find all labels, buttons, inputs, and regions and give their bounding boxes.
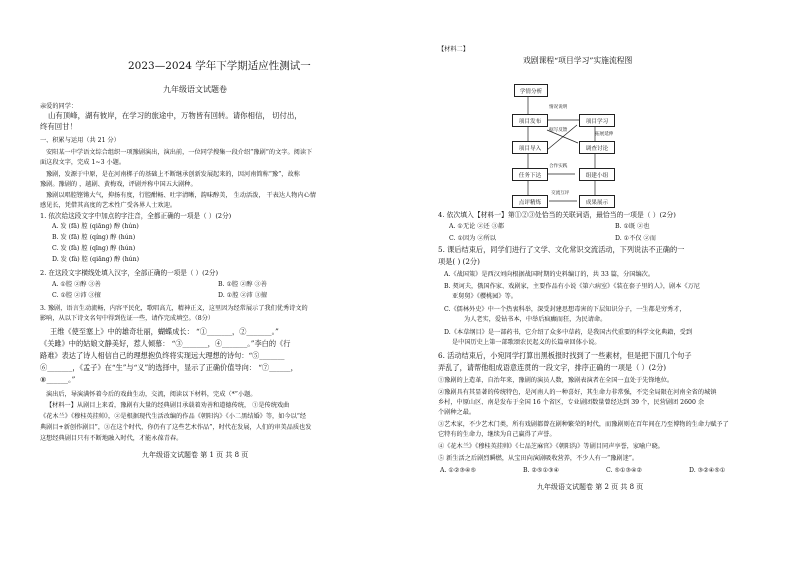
q4-option-a: A. ①无论 ②还 ③都 — [449, 223, 505, 230]
question-6-cont: 弄乱了，请帮他组成语意连贯的一段文字，排序正确的一项是（ ）(2分) — [438, 363, 667, 372]
question-4: 4. 依次填入【材料一】第①②③处恰当的关联词语，最恰当的一项是（ ）(2分) — [438, 211, 676, 219]
flow-node-task: 任务下达 — [512, 168, 548, 181]
flow-label-cooperate: 合作实践 — [549, 164, 568, 169]
q6-sentence-cont: 乡村，中原山区、南是发布于全国 16 个省区，专业剧团数量曾经达到 39 个，民营剧团 2600 余 — [438, 399, 705, 406]
flow-node-evaluate: 点评精炼 — [512, 195, 548, 208]
question-3: 3. 豫剧，语言生动流畅，内容平民化，歌唱高亢，精神正义，这里因为经常展示了我们优秀诗文的 — [40, 305, 308, 312]
q6-sentence: ④《花木兰》《穆桂英挂帅》《七品芝麻官》《朝阳沟》等剧目同声享誉，家喻户晓。 — [438, 443, 664, 450]
q5-option-d-cont: 是中国历史上第一部歌颂农民起义的长篇章回体小说。 — [452, 339, 601, 346]
material-1-line: 这想经典剧目只有不断地融入时代，才能永葆青春。 — [40, 435, 183, 442]
q5-option-a: A.《战国策》是西汉刘向根据战国时期的史料编订的，共 33 篇，分国编次。 — [444, 271, 655, 278]
material-intro: 演出后，导演满怀着今后的戏曲生动，交流，阅读以下材料，完成（*”小题。 — [46, 391, 257, 398]
material-1-line: 典剧目+新创作剧目”，③在这个时代，你仍有了这些艺术作品”，时代在发展，人们的审美品质也发 — [40, 424, 312, 431]
flow-label-exchange: 交流互评 — [551, 191, 570, 196]
flow-node-release: 项目发布 — [512, 114, 548, 127]
passage-line: 安阳某一中学语文综合组织一项豫剧演出，演出前，一位同学搜集一段介绍“豫剧”的文字。阅读下 — [46, 149, 313, 156]
q2-option-c: C. ①腔 ②沛 ③擅 — [52, 292, 101, 299]
exam-subtitle: 九年级语文试题卷 — [163, 85, 227, 94]
q2-option-a: A. ①腔 ②醇 ③善 — [52, 281, 101, 288]
q6-option-d: D. ③②④⑤① — [689, 467, 726, 474]
flow-label-expand: 拓展延伸 — [595, 132, 614, 137]
flow-label-feedback: 据写反馈 — [549, 128, 568, 133]
q6-sentence: ②豫剧具有其显著的传统特色，是河南人的一种喜好，其生命力非常强，不完全局限在河南全省的城镇 — [438, 389, 717, 396]
flow-node-study: 项目学习 — [579, 114, 615, 127]
flow-node-result: 成果展示 — [579, 195, 615, 208]
passage-line: 豫剧以唱腔铿锵大气，抑扬有度，行腔酣畅、吐字清晰，韵味醇美， 生动活泼， 干表达人物内心情 — [46, 192, 316, 199]
question-5: 5. 课后结束后，同学们进行了文学、文化常识交流活动，下列说法不正确的一 — [438, 245, 685, 254]
poem-line: 王维《使至塞上》中的雄奇壮丽，蝴蝶成长： “①_______，②_______。” — [50, 327, 279, 336]
material-2-tag: 【材料二】 — [438, 46, 469, 53]
flow-node-guide: 项目导入 — [512, 141, 548, 154]
question-2: 2. 在这段文字横线处填入汉字，全部正确的一项是（ ）(2分) — [40, 269, 219, 277]
q5-option-d: D.《本草纲目》是一部药书，它介绍了众多中草药，是我国古代重要的科学文化典籍，受到 — [444, 329, 693, 336]
question-1: 1. 依次给这段文字中加点的字注音，全都正确的一项是（ ）(2分) — [40, 212, 232, 220]
right-page — [397, 0, 794, 561]
q1-option-b: B. 发 (fā) 腔 (qíng) 醇 (hún) — [52, 234, 136, 241]
flowchart — [397, 0, 794, 561]
passage-line: 豫剧，发源于中原，是在河南梆子的基础上不断继承创新发展起来的，因河南简称“豫”，故称 — [46, 171, 300, 178]
passage-line: 感见长，凭借其高度的艺术性广受各界人士欢迎。 — [40, 202, 177, 209]
flow-node-adjust: 调查讨论 — [579, 141, 615, 154]
q4-option-c: C. ①因为 ②所以 — [449, 235, 496, 242]
question-5-cont: 项是( ) (2分) — [438, 257, 480, 266]
poem-line: ⑥_______，《孟子》在“生”与“义”的选择中，显示了正确价值导向： “⑦______， — [40, 363, 298, 372]
q6-sentence-cont: 个剧种之最。 — [438, 409, 476, 416]
flow-node-start: 学情分析 — [514, 84, 548, 97]
q2-option-b: B. ①腔 ②醇 ③善 — [218, 281, 267, 288]
flowchart-title: 戏剧课程“项目学习”实施流程图 — [523, 56, 633, 65]
flowchart-arrows — [397, 0, 794, 561]
q1-option-a: A. 发 (fā) 腔 (qiāng) 醇 (hún) — [52, 223, 139, 230]
question-6: 6. 活动结束后，小宛同学打算出黑板报时找到了一些素材，但是把下面几个句子 — [438, 351, 692, 360]
page-footer: 九年级语文试题卷 第 2 页 共 8 页 — [537, 483, 644, 491]
greeting: 亲爱的同学： — [40, 103, 78, 110]
q5-option-b-cont: 亚舅舅》《樱桃园》等。 — [452, 293, 517, 300]
poem-line: 路难》表达了诗人相信自己的理想抱负终将实现远大理想的诗句：“⑤_______ — [40, 351, 285, 360]
passage-line: 豫剧。豫剧的 ，越剧、黄梅戏，评剧并称中国五大剧种。 — [40, 181, 197, 188]
section-1-heading: 一、积累与运用（共 21 分） — [40, 137, 120, 144]
q6-option-c: C. ⑤①③④② — [606, 467, 643, 474]
poem-line: 《关雎》中的姑娘文静美好，惹人倾慕： “③_______，④_______。”李白的《行 — [40, 339, 291, 348]
q6-sentence: ⑤ 新生活之后剧烈瞬燃，从宝田向演剧吸收营养，不少人有一“豫剧迷”。 — [438, 455, 639, 462]
q1-option-d: D. 发 (fà) 腔 (qiāng) 醇 (hún) — [52, 256, 140, 263]
passage-line: 面这段文字，完成 1~3 小题。 — [40, 159, 126, 166]
q2-option-d: D. ①腔 ②沛 ③擅 — [218, 292, 268, 299]
flow-node-group: 组建小组 — [579, 168, 615, 181]
q1-option-c: C. 发 (fà) 腔 (qīng) 醇 (hún) — [52, 245, 136, 252]
q6-sentence: ③艺术家，不少艺术门类，所有戏剧都曾在剧种繁荣的时代，而豫剧则在百年间在乃至博物的生命力赋予了 — [438, 421, 729, 428]
q6-option-a: A. ①②③④⑤ — [440, 467, 477, 474]
exam-title: 2023—2024 学年下学期适应性测试一 — [128, 60, 311, 72]
poem-line: ⑧______。” — [40, 375, 76, 384]
q5-option-c-cont: 为人老实，爱钻书本，中举后疯癫而狂，为民请命。 — [464, 316, 607, 323]
q5-option-c: C.《儒林外史》中一个热衷科举，深受封建思想毒害的下层知识分子，一生都是穷秀才， — [444, 306, 686, 313]
flow-label-explain: 情况说明 — [549, 105, 568, 110]
q6-sentence: ①豫剧的上造革，自治年来，豫剧的演员人数，豫剧表演者在全国一直处于先锋地位。 — [438, 377, 674, 384]
material-1-line: 【材料一】从剧目上来看，豫剧有大量的经典剧目承载着劝善和道德传统， ①是传统戏曲 — [46, 402, 290, 409]
material-1-line: 《花木兰》《穆桂英挂帅》，②是根据现代生活改编的作品《朝阳沟》《小二黑结婚》等，如今以“经 — [40, 413, 307, 420]
question-3-cont: 影响，从以下诗文名句中得到佐证一些，请作完成填空。（8分） — [40, 315, 215, 322]
motto-line-1: 山有顶峰，湖有彼岸，在学习的旅途中，万物皆有回转。请你相信， 切付出， — [48, 111, 302, 120]
q4-option-d: D. ①不仅 ②而 — [615, 235, 656, 242]
page-footer: 九年级语文试题卷 第 1 页 共 8 页 — [142, 451, 249, 459]
q5-option-b: B. 契诃夫，俄国作家、戏剧家，主要作品有小说《第六病室》《装在套子里的人》，剧本《万尼 — [444, 283, 700, 290]
motto-line-2: 终有回甘！ — [40, 122, 77, 131]
q6-option-b: B. ②⑤①③④ — [523, 467, 560, 474]
q6-sentence-cont: 它特有的生命力，继续为自己赢得了声誉。 — [438, 431, 556, 438]
q4-option-b: B. ①既 ②也 — [615, 223, 650, 230]
